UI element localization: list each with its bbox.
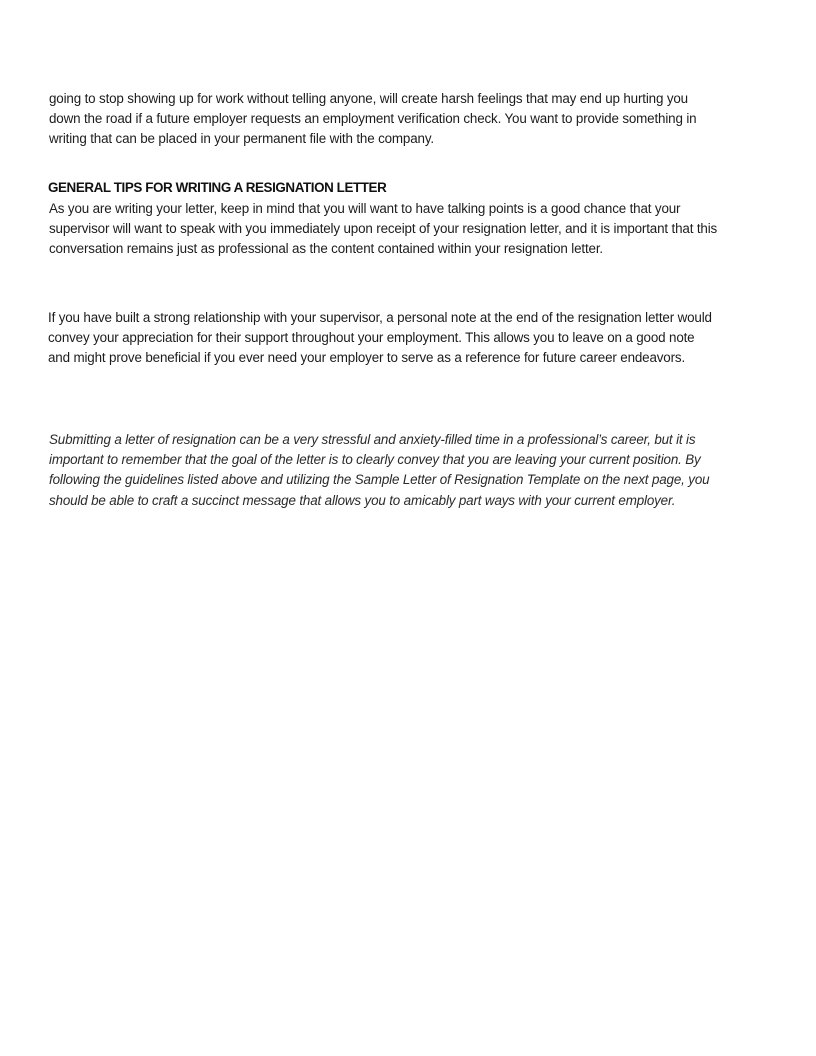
- tips-paragraph: As you are writing your letter, keep in mind that you will want to have talking points is a good chance that your supervisor will want to speak with you immediately upon receipt of your resignation letter, and it is important that this conversation remains just as professional as the content contained within your resignation letter.: [49, 201, 718, 257]
- closing-paragraph: Submitting a letter of resignation can be a very stressful and anxiety-filled time in a professional’s career, but it is important to remember that the goal of the letter is to clearly convey that you are leaving your current position. By following the guidelines listed above and utilizing the Sample Letter of Resignation Template on the next page, you should be able to craft a succinct message that allows you to amicably part ways with your current employer.: [49, 432, 710, 508]
- intro-paragraph: going to stop showing up for work without telling anyone, will create harsh feelings that may end up hurting you down the road if a future employer requests an employment verification check. You want to provide something in writing that can be placed in your permanent file with the company.: [49, 91, 697, 147]
- section-heading: GENERAL TIPS FOR WRITING A RESIGNATION LETTER: [48, 180, 387, 195]
- personal-note-paragraph: If you have built a strong relationship with your supervisor, a personal note at the end of the resignation letter would convey your appreciation for their support throughout your employment. This allows you to leave on a good note and might prove beneficial if you ever need your employer to serve as a reference for future career endeavors.: [48, 310, 712, 366]
